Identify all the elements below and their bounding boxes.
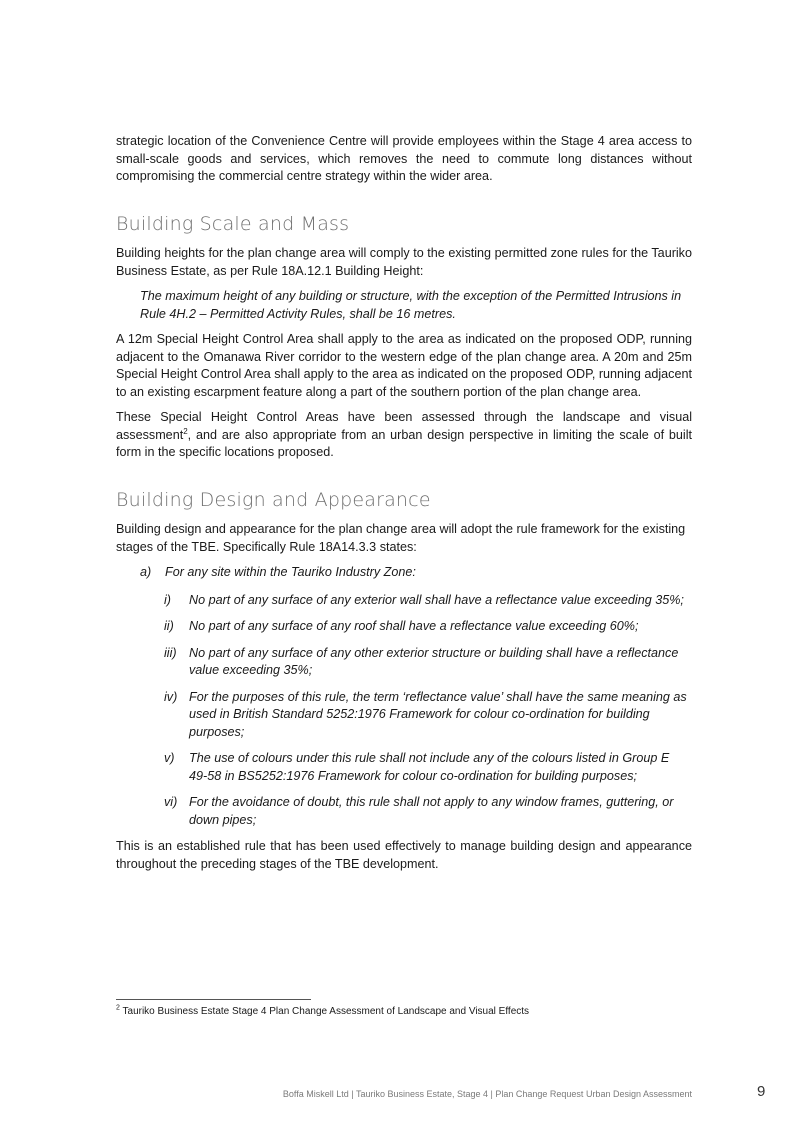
scale-paragraph-3-end: , and are also appropriate from an urban design perspective in limiting the scale of built form in the specific locations proposed. xyxy=(116,427,692,459)
rule-subitem-text: The use of colours under this rule shall not include any of the colours listed in Group E 49-58 in BS5252:1976 Framework for colour co-ordination for building purposes; xyxy=(189,751,670,783)
rule-subitem-text: No part of any surface of any other exterior structure or building shall have a reflectance value exceeding 35%; xyxy=(189,645,679,677)
page-body xyxy=(116,133,692,873)
height-rule-quote: The maximum height of any building or structure, with the exception of the Permitted Intrusions in Rule 4H.2 – Permitted Activity Rules, shall be 16 metres. xyxy=(140,289,682,321)
page-footer: Boffa Miskell Ltd | Tauriko Business Estate, Stage 4 | Plan Change Request Urban Design Assessment xyxy=(282,1089,692,1099)
rule-subitem-text: No part of any surface of any roof shall have a reflectance value exceeding 60%; xyxy=(189,619,639,633)
rule-item-a-text: For any site within the Tauriko Industry Zone: xyxy=(165,565,416,579)
footnote-reference[interactable]: 2 xyxy=(183,426,188,436)
rule-subitem-ii xyxy=(164,618,692,636)
rule-subitem-i xyxy=(164,592,692,610)
rule-item-a xyxy=(140,564,692,582)
page-number: 9 xyxy=(757,1083,766,1100)
design-closing-paragraph: This is an established rule that has been used effectively to manage building design and appearance throughout the preceding stages of the TBE development. xyxy=(116,839,692,871)
rule-subitem-marker: i) xyxy=(164,592,171,607)
rule-subitem-marker: v) xyxy=(164,751,175,765)
rule-subitem-marker: ii) xyxy=(164,619,174,633)
scale-paragraph-1: Building heights for the plan change area will comply to the existing permitted zone rules for the Tauriko Business Estate, as per Rule 18A.12.1 Building Height: xyxy=(116,246,692,278)
footnote-text: Tauriko Business Estate Stage 4 Plan Change Assessment of Landscape and Visual Effects xyxy=(119,1006,530,1017)
scale-paragraph-3 xyxy=(116,409,692,462)
footnote-divider xyxy=(116,999,311,1000)
rule-subitem-text: For the purposes of this rule, the term ‘reflectance value’ shall have the same meaning as used in British Standard 5252:1976 Framework for colour co-ordination for building purposes; xyxy=(189,689,687,739)
rule-subitem-marker: iii) xyxy=(164,645,177,660)
rule-subitem-iv xyxy=(164,689,692,742)
section-heading-design: Building Design and Appearance xyxy=(116,488,431,511)
section-heading-scale: Building Scale and Mass xyxy=(116,212,350,235)
rule-subitem-iii xyxy=(164,645,692,680)
rule-subitem-v xyxy=(164,750,692,785)
rule-subitem-text: No part of any surface of any exterior wall shall have a reflectance value exceeding 35%; xyxy=(189,592,684,607)
scale-paragraph-2: A 12m Special Height Control Area shall apply to the area as indicated on the proposed ODP, running adjacent to the Omanawa River corridor to the western edge of the plan change area. A 20m and 25m Special Height Control Area shall apply to the area as indicated on the proposed ODP, running adjacent to an existing escarpment feature along a part of the southern portion of the plan change area. xyxy=(116,332,692,399)
intro-paragraph: strategic location of the Convenience Centre will provide employees within the Stage 4 area access to small-scale goods and services, which removes the need to commute long distances without compromising the commercial centre strategy within the wider area. xyxy=(116,134,692,183)
footnote xyxy=(116,1006,529,1017)
footnote-marker: 2 xyxy=(116,1004,120,1012)
rule-subitem-text: For the avoidance of doubt, this rule shall not apply to any window frames, guttering, or down pipes; xyxy=(189,795,674,827)
design-paragraph-1: Building design and appearance for the plan change area will adopt the rule framework for the existing stages of the TBE. Specifically Rule 18A14.3.3 states: xyxy=(116,522,686,554)
scale-paragraph-3-start: These Special Height Control Areas have been assessed through the landscape and visual assessment xyxy=(116,410,692,442)
rule-subitem-marker: vi) xyxy=(164,795,178,809)
rule-item-a-marker: a) xyxy=(140,565,152,579)
rule-subitem-vi xyxy=(164,794,692,829)
rule-subitem-marker: iv) xyxy=(164,689,178,704)
